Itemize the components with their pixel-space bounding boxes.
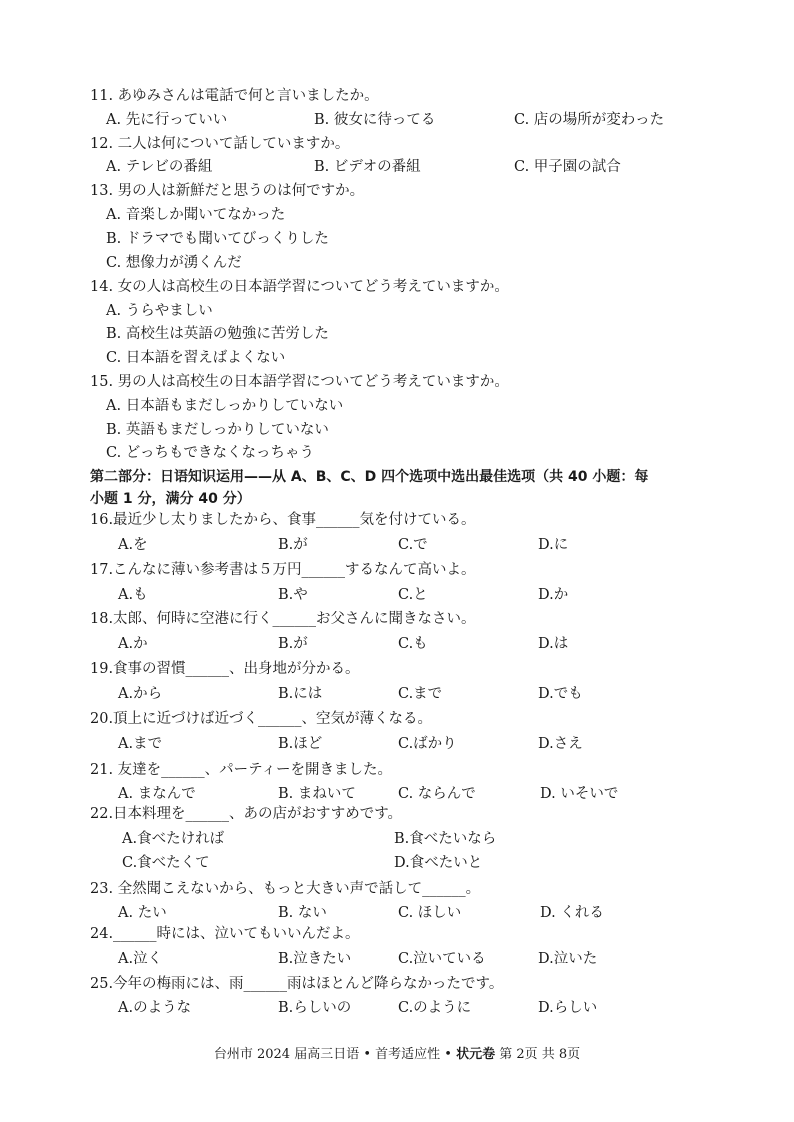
q23-option-b: B. ない <box>278 905 327 921</box>
section-2-heading-cont: 小题 1 分，满分 40 分） <box>90 491 251 507</box>
page-footer <box>0 1046 794 1064</box>
q17-option-b: B.や <box>278 587 308 603</box>
q20-option-c: C.ばかり <box>398 736 457 752</box>
q25-option-d: D.らしい <box>538 1000 598 1016</box>
q20-option-b: B.ほど <box>278 736 323 752</box>
q14-option-a: A. うらやましい <box>106 303 213 319</box>
question-22: 22.日本料理を______、あの店がおすすめです。 <box>90 806 403 822</box>
question-13: 13. 男の人は新鮮だと思うのは何ですか。 <box>90 183 365 199</box>
q23-option-c: C. ほしい <box>398 905 462 921</box>
q15-option-b: B. 英語もまだしっかりしていない <box>106 422 329 438</box>
q18-option-a: A.か <box>118 636 148 652</box>
section-2-heading: 第二部分：日语知识运用——从 A、B、C、D 四个选项中选出最佳选项（共 40 小题：每 <box>90 469 649 485</box>
q21-option-c: C. ならんで <box>398 786 476 802</box>
q16-option-d: D.に <box>538 537 569 553</box>
q12-option-c: C. 甲子園の試合 <box>514 159 621 175</box>
q13-option-c: C. 想像力が湧くんだ <box>106 255 242 271</box>
q18-option-b: B.が <box>278 636 308 652</box>
question-16: 16.最近少し太りましたから、食事______気を付けている。 <box>90 512 476 528</box>
q16-option-a: A.を <box>118 537 148 553</box>
q18-option-d: D.は <box>538 636 569 652</box>
q13-option-b: B. ドラマでも聞いてびっくりした <box>106 231 329 247</box>
q22-option-c: C.食べたくて <box>122 855 210 871</box>
q19-option-d: D.でも <box>538 686 583 702</box>
q14-option-c: C. 日本語を習えばよくない <box>106 350 286 366</box>
q21-option-b: B. まねいて <box>278 786 356 802</box>
q11-option-a: A. 先に行っていい <box>106 112 228 128</box>
q24-option-c: C.泣いている <box>398 951 486 967</box>
q16-option-c: C.で <box>398 537 428 553</box>
q19-option-c: C.まで <box>398 686 443 702</box>
question-25: 25.今年の梅雨には、雨______雨はほとんど降らなかったです。 <box>90 976 504 992</box>
q24-option-d: D.泣いた <box>538 951 598 967</box>
q13-option-a: A. 音楽しか聞いてなかった <box>106 207 286 223</box>
q12-option-a: A. テレビの番組 <box>106 159 213 175</box>
q19-option-a: A.から <box>118 686 163 702</box>
q18-option-c: C.も <box>398 636 428 652</box>
question-11: 11. あゆみさんは電話で何と言いましたか。 <box>90 88 379 104</box>
footer-title: 台州市 2024 届高三日语 • 首考适应性 • <box>213 1047 457 1062</box>
question-17: 17.こんなに薄い参考書は５万円______するなんて高いよ。 <box>90 562 476 578</box>
q17-option-a: A.も <box>118 587 148 603</box>
q23-option-d: D. くれる <box>540 905 604 921</box>
q17-option-c: C.と <box>398 587 428 603</box>
q21-option-a: A. まなんで <box>118 786 196 802</box>
q11-option-b: B. 彼女に待ってる <box>314 112 436 128</box>
question-21: 21. 友達を______、パーティーを開きました。 <box>90 762 393 778</box>
footer-edition: 状元卷 <box>456 1047 496 1062</box>
q15-option-a: A. 日本語もまだしっかりしていない <box>106 398 344 414</box>
question-24: 24.______時には、泣いてもいいんだよ。 <box>90 926 360 942</box>
q12-option-b: B. ビデオの番組 <box>314 159 421 175</box>
q25-option-c: C.のように <box>398 1000 472 1016</box>
question-19: 19.食事の習慣______、出身地が分かる。 <box>90 661 360 677</box>
q20-option-d: D.さえ <box>538 736 583 752</box>
q25-option-a: A.のような <box>118 1000 192 1016</box>
q14-option-b: B. 高校生は英語の勉強に苦労した <box>106 326 329 342</box>
q24-option-a: A.泣く <box>118 951 163 967</box>
q22-option-a: A.食べたければ <box>122 831 225 847</box>
q17-option-d: D.か <box>538 587 569 603</box>
question-14: 14. 女の人は高校生の日本語学習についてどう考えていますか。 <box>90 279 509 295</box>
footer-page-number: 第 2页 共 8页 <box>495 1047 581 1062</box>
q24-option-b: B.泣きたい <box>278 951 352 967</box>
q15-option-c: C. どっちもできなくなっちゃう <box>106 445 315 461</box>
q23-option-a: A. たい <box>118 905 167 921</box>
q20-option-a: A.まで <box>118 736 163 752</box>
question-15: 15. 男の人は高校生の日本語学習についてどう考えていますか。 <box>90 374 509 390</box>
q22-option-d: D.食べたいと <box>394 855 483 871</box>
q25-option-b: B.らしいの <box>278 1000 352 1016</box>
q22-option-b: B.食べたいなら <box>394 831 497 847</box>
q19-option-b: B.には <box>278 686 323 702</box>
question-12: 12. 二人は何について話していますか。 <box>90 136 350 152</box>
question-20: 20.頂上に近づけば近づく______、空気が薄くなる。 <box>90 711 433 727</box>
question-23: 23. 全然聞こえないから、もっと大きい声で話して______。 <box>90 881 481 897</box>
q11-option-c: C. 店の場所が変わった <box>514 112 665 128</box>
question-18: 18.太郎、何時に空港に行く______お父さんに聞きなさい。 <box>90 611 476 627</box>
q16-option-b: B.が <box>278 537 308 553</box>
q21-option-d: D. いそいで <box>540 786 619 802</box>
